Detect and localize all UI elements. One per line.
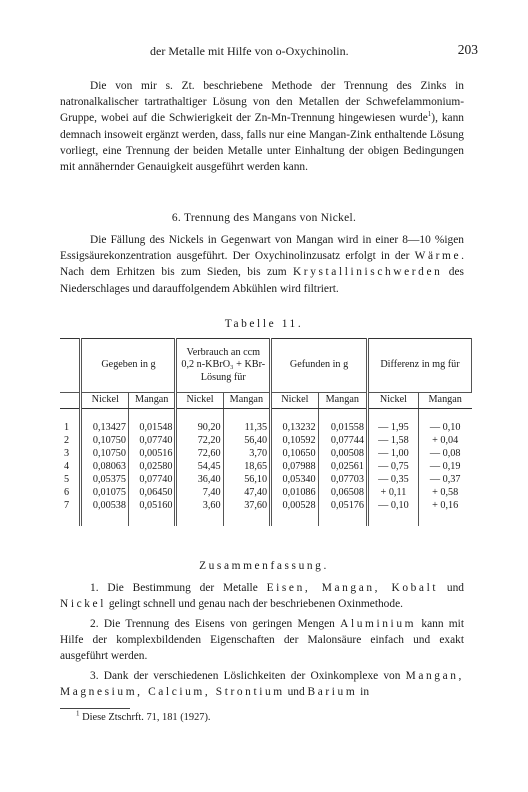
spacer-cell <box>128 409 176 423</box>
spacer-cell <box>60 409 81 423</box>
found-mangan: 0,00508 <box>318 448 367 461</box>
used-nickel: 36,40 <box>176 474 223 487</box>
diff-nickel: — 0,35 <box>367 474 418 487</box>
summary-point-3 <box>60 668 464 700</box>
row-number: 6 <box>60 487 81 500</box>
diff-mangan: — 0,37 <box>429 474 461 486</box>
spacer-cell <box>176 409 223 423</box>
section-heading: 6. Trennung des Mangans von Nickel. <box>171 212 357 224</box>
paragraph-text: und <box>284 686 308 699</box>
given-mangan: 0,06450 <box>128 487 176 500</box>
footnote-divider <box>60 708 130 709</box>
found-mangan: 0,07703 <box>318 474 367 487</box>
paragraph-text: und <box>438 582 464 594</box>
subheader-nickel: Nickel <box>176 393 223 409</box>
spacer-cell <box>60 513 81 526</box>
subheader-mangan: Mangan <box>223 393 271 409</box>
table-title <box>0 318 528 330</box>
header-gegeben: Gegeben in g <box>81 339 176 393</box>
diff-nickel: + 0,11 <box>367 487 418 500</box>
header-differenz: Differenz in mg für <box>367 339 471 393</box>
subheader-mangan: Mangan <box>418 393 471 409</box>
found-mangan: 0,01558 <box>318 422 367 435</box>
given-mangan: 0,00516 <box>128 448 176 461</box>
found-nickel: 0,01086 <box>271 487 318 500</box>
row-number: 2 <box>60 435 81 448</box>
table-row <box>60 474 472 487</box>
spacer-cell <box>418 409 471 423</box>
spacer-cell <box>271 409 318 423</box>
table-row <box>60 487 472 500</box>
emphasis-text: Wärme <box>414 250 462 263</box>
used-nickel: 90,20 <box>176 422 223 435</box>
diff-nickel: — 1,95 <box>367 422 418 435</box>
table-row <box>60 435 472 448</box>
paragraph-text: 3. Dank der verschiedenen Löslichkeiten der Oxinkomplexe von <box>90 670 406 682</box>
footnote-text: Diese Ztschrft. 71, 181 (1927). <box>82 712 211 723</box>
summary-heading-text: Zusammenfassung. <box>199 560 329 572</box>
table-group-header <box>60 339 472 393</box>
subheader-nickel: Nickel <box>271 393 318 409</box>
summary-point-2 <box>60 616 464 665</box>
spacer-cell <box>367 513 418 526</box>
diff-nickel: — 1,00 <box>367 448 418 461</box>
subheader-mangan: Mangan <box>128 393 176 409</box>
used-mangan: 47,40 <box>223 487 271 500</box>
given-mangan: 0,01548 <box>128 422 176 435</box>
row-number: 5 <box>60 474 81 487</box>
found-mangan: 0,02561 <box>318 461 367 474</box>
page-number: 203 <box>457 42 478 57</box>
subheader-nickel: Nickel <box>367 393 418 409</box>
used-mangan: 37,60 <box>223 500 271 513</box>
table-spacer-row <box>60 513 472 526</box>
paragraph-text: 2. Die Trennung des Eisens von geringen Mengen <box>90 618 341 630</box>
subheader-mangan: Mangan <box>318 393 367 409</box>
found-nickel: 0,10592 <box>271 435 318 448</box>
emphasis-text: Mangan, Magnesium, Calcium, Strontium <box>60 670 464 699</box>
paragraph-text: Die von mir s. Zt. beschriebene Methode der Trennung des Zinks in natronalkalischer tartrathaltiger Lösung von den Metallen der Schwefelammonium-Gruppe, wobei auf die Schwierigkeit der Zn-Mn-Trennung hingewiesen wurde <box>60 80 464 125</box>
row-number: 1 <box>60 422 81 435</box>
spacer-cell <box>318 409 367 423</box>
row-number: 7 <box>60 500 81 513</box>
header-verbrauch: Verbrauch an ccm 0,2 n-KBrO₃ + KBr-Lösung für <box>176 339 271 393</box>
diff-mangan: — 0,19 <box>429 461 461 473</box>
results-table-wrapper <box>60 338 472 526</box>
section-heading-summary <box>0 560 528 572</box>
found-mangan: 0,05176 <box>318 500 367 513</box>
paragraph-text: des Niederschlages und darauffolgendem Abkühlen wird filtriert. <box>60 266 464 295</box>
given-mangan: 0,02580 <box>128 461 176 474</box>
emphasis-text: Nickel <box>60 598 106 611</box>
spacer-cell <box>318 513 367 526</box>
spacer-cell <box>81 513 128 526</box>
diff-nickel: — 0,10 <box>367 500 418 513</box>
diff-mangan: — 0,08 <box>429 448 461 460</box>
given-mangan: 0,05160 <box>128 500 176 513</box>
paragraph-text: in <box>357 686 370 699</box>
used-mangan: 3,70 <box>223 448 271 461</box>
used-mangan: 56,40 <box>223 435 271 448</box>
found-nickel: 0,10650 <box>271 448 318 461</box>
used-mangan: 56,10 <box>223 474 271 487</box>
summary-point-1 <box>60 580 464 612</box>
footnote-reference: 1 <box>427 110 432 119</box>
found-nickel: 0,07988 <box>271 461 318 474</box>
paragraph-text: gelingt schnell und genau nach der beschriebenen Oxinmethode. <box>105 598 403 611</box>
given-mangan: 0,07740 <box>128 435 176 448</box>
spacer-cell <box>367 409 418 423</box>
spacer-cell <box>176 513 223 526</box>
paragraph-text: kann mit Hilfe der komplexbildenden Eigenschaften der Malonsäure einfach und exakt ausgeführt werden. <box>60 618 464 663</box>
paragraph-zinc-separation <box>60 78 464 175</box>
diff-mangan: + 0,58 <box>432 487 459 499</box>
given-mangan: 0,07740 <box>128 474 176 487</box>
given-nickel: 0,00538 <box>81 500 128 513</box>
paragraph-text: ), kann demnach insoweit ergänzt werden, dass, falls nur eine Mangan-Zink enthaltende Lösung vorliegt, eine Trennung der beiden Metalle unter Einhaltung der obigen Bedingungen mit annähernder Genauigkeit ausgeführt werden kann. <box>60 112 464 174</box>
header-gefunden: Gefunden in g <box>271 339 368 393</box>
emphasis-text: Barium <box>307 686 358 699</box>
paragraph-text: 1. Die Bestimmung der Metalle <box>90 582 267 594</box>
row-number: 3 <box>60 448 81 461</box>
spacer-cell <box>223 513 271 526</box>
diff-mangan: — 0,10 <box>429 422 461 434</box>
paragraph-text: . Nach dem Erhitzen bis zum Sieden, bis zum <box>60 250 464 279</box>
running-title: der Metalle mit Hilfe von o-Oxychinolin. <box>150 44 349 58</box>
diff-nickel: — 0,75 <box>367 461 418 474</box>
spacer-cell <box>128 513 176 526</box>
emphasis-text: Aluminium <box>340 618 417 630</box>
used-nickel: 54,45 <box>176 461 223 474</box>
table-title-text: Tabelle 11. <box>224 318 304 330</box>
footnote-marker: 1 <box>76 709 80 718</box>
used-mangan: 18,65 <box>223 461 271 474</box>
given-nickel: 0,10750 <box>81 435 128 448</box>
diff-mangan: + 0,04 <box>432 435 459 447</box>
used-nickel: 3,60 <box>176 500 223 513</box>
found-nickel: 0,00528 <box>271 500 318 513</box>
table-row <box>60 448 472 461</box>
results-table <box>60 338 472 526</box>
found-mangan: 0,06508 <box>318 487 367 500</box>
given-nickel: 0,10750 <box>81 448 128 461</box>
used-nickel: 72,60 <box>176 448 223 461</box>
table-corner <box>60 393 81 409</box>
spacer-cell <box>271 513 318 526</box>
found-nickel: 0,05340 <box>271 474 318 487</box>
spacer-cell <box>81 409 128 423</box>
table-corner <box>60 339 81 393</box>
table-row <box>60 500 472 513</box>
given-nickel: 0,05375 <box>81 474 128 487</box>
row-number: 4 <box>60 461 81 474</box>
diff-mangan: + 0,16 <box>432 500 459 512</box>
spacer-cell <box>223 409 271 423</box>
paragraph-text: Die Fällung des Nickels in Gegenwart von Mangan wird in einer 8—10 %igen Essigsäurekonzentration ausgeführt. Der Oxychinolinzusatz erfolgt in der <box>60 234 464 263</box>
given-nickel: 0,08063 <box>81 461 128 474</box>
given-nickel: 0,13427 <box>81 422 128 435</box>
given-nickel: 0,01075 <box>81 487 128 500</box>
emphasis-text: Krystallinischwerden <box>292 266 443 279</box>
used-mangan: 11,35 <box>223 422 271 435</box>
footnote <box>76 709 211 723</box>
table-row <box>60 461 472 474</box>
used-nickel: 7,40 <box>176 487 223 500</box>
table-row <box>60 422 472 435</box>
used-nickel: 72,20 <box>176 435 223 448</box>
table-spacer-row <box>60 409 472 423</box>
subheader-nickel: Nickel <box>81 393 128 409</box>
found-nickel: 0,13232 <box>271 422 318 435</box>
table-subheader <box>60 393 472 409</box>
found-mangan: 0,07744 <box>318 435 367 448</box>
emphasis-text: Eisen, Mangan, Kobalt <box>266 582 439 594</box>
spacer-cell <box>418 513 471 526</box>
diff-nickel: — 1,58 <box>367 435 418 448</box>
paragraph-nickel-precipitation <box>60 232 464 297</box>
